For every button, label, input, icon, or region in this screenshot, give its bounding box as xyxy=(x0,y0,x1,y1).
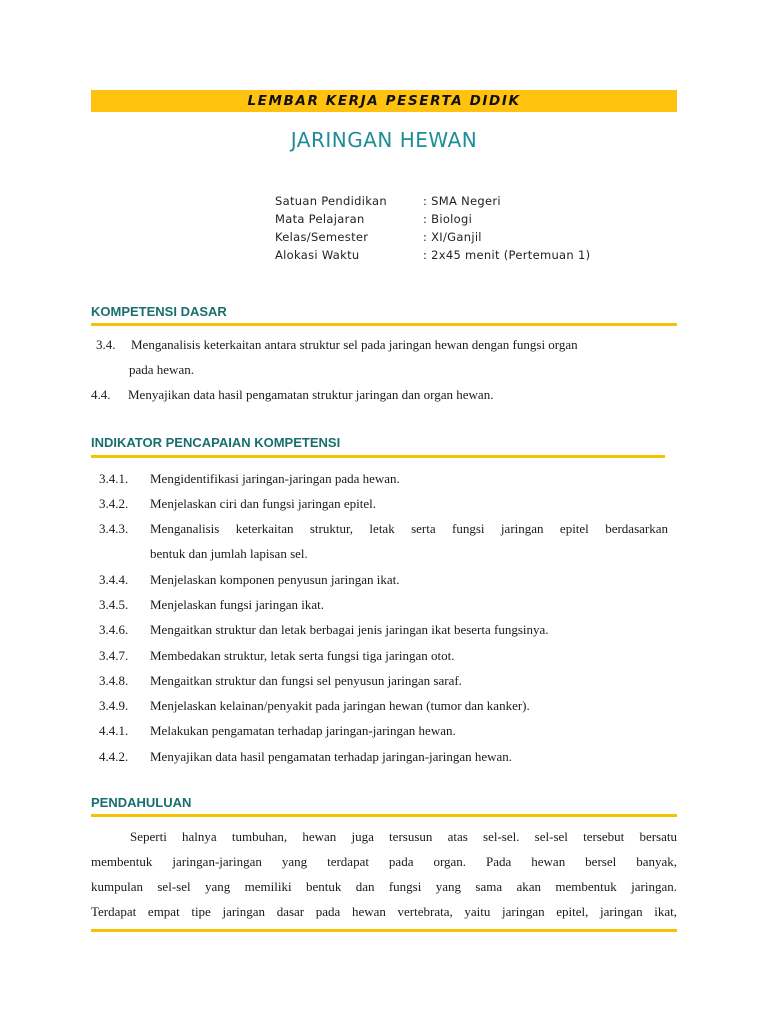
kd-number: 3.4. xyxy=(96,337,116,352)
section-divider xyxy=(91,455,665,458)
indicator-text: Menjelaskan kelainan/penyakit pada jaringan hewan (tumor dan kanker). xyxy=(150,698,530,713)
indicator-number: 4.4.1. xyxy=(99,723,129,738)
meta-label: Mata Pelajaran xyxy=(275,212,365,226)
meta-label: Kelas/Semester xyxy=(275,230,369,244)
indicator-text-continued: bentuk dan jumlah lapisan sel. xyxy=(150,546,308,561)
meta-label: Satuan Pendidikan xyxy=(275,194,387,208)
section-heading-indikator: INDIKATOR PENCAPAIAN KOMPETENSI xyxy=(91,435,341,450)
indicator-number: 3.4.4. xyxy=(99,572,129,587)
kd-text: Menyajikan data hasil pengamatan struktur jaringan dan organ hewan. xyxy=(128,387,494,402)
indicator-number: 3.4.7. xyxy=(99,648,129,663)
indicator-number: 3.4.3. xyxy=(99,521,129,536)
indicator-number: 3.4.2. xyxy=(99,496,129,511)
meta-label: Alokasi Waktu xyxy=(275,248,360,262)
banner-text: LEMBAR KERJA PESERTA DIDIK xyxy=(247,93,521,109)
meta-value: : Biologi xyxy=(423,212,473,226)
indicator-text: Menjelaskan fungsi jaringan ikat. xyxy=(150,597,325,612)
indicator-text: Membedakan struktur, letak serta fungsi tiga jaringan otot. xyxy=(150,648,455,663)
meta-row xyxy=(275,210,590,228)
section-heading-pendahuluan: PENDAHULUAN xyxy=(91,795,192,810)
paragraph-line: kumpulan sel-sel yang memiliki bentuk dan fungsi yang sama akan membentuk jaringan. xyxy=(91,879,677,894)
meta-row xyxy=(275,192,590,210)
worksheet-banner xyxy=(91,90,677,112)
indicator-number: 3.4.1. xyxy=(99,471,129,486)
paragraph-line: membentuk jaringan-jaringan yang terdapat pada organ. Pada hewan bersel banyak, xyxy=(91,854,677,869)
kd-text: Menganalisis keterkaitan antara struktur sel pada jaringan hewan dengan fungsi organ xyxy=(131,337,578,352)
meta-value: : SMA Negeri xyxy=(423,194,501,208)
meta-value: : 2x45 menit (Pertemuan 1) xyxy=(423,248,591,262)
indicator-text: Mengaitkan struktur dan letak berbagai jenis jaringan ikat beserta fungsinya. xyxy=(150,622,549,637)
indicator-text: Menyajikan data hasil pengamatan terhadap jaringan-jaringan hewan. xyxy=(150,749,513,764)
indicator-number: 3.4.8. xyxy=(99,673,129,688)
indicator-text: Menganalisis keterkaitan struktur, letak serta fungsi jaringan epitel berdasarkan xyxy=(150,521,668,536)
indicator-number: 3.4.9. xyxy=(99,698,129,713)
meta-value: : XI/Ganjil xyxy=(423,230,482,244)
section-heading-kompetensi-dasar: KOMPETENSI DASAR xyxy=(91,304,227,319)
indicator-text: Melakukan pengamatan terhadap jaringan-jaringan hewan. xyxy=(150,723,456,738)
indicator-text: Menjelaskan komponen penyusun jaringan ikat. xyxy=(150,572,400,587)
meta-row xyxy=(275,246,590,264)
paragraph-line: Terdapat empat tipe jaringan dasar pada hewan vertebrata, yaitu jaringan epitel, jaringan ikat, xyxy=(91,904,677,919)
indicator-number: 3.4.6. xyxy=(99,622,129,637)
indicator-number: 3.4.5. xyxy=(99,597,129,612)
meta-row xyxy=(275,228,590,246)
indicator-text: Mengaitkan struktur dan fungsi sel penyusun jaringan saraf. xyxy=(150,673,462,688)
kd-number: 4.4. xyxy=(91,387,111,402)
page-bottom-divider xyxy=(91,929,677,932)
indicator-text: Menjelaskan ciri dan fungsi jaringan epitel. xyxy=(150,496,376,511)
section-divider xyxy=(91,814,677,817)
page-title: JARINGAN HEWAN xyxy=(290,128,478,152)
section-divider xyxy=(91,323,677,326)
meta-table xyxy=(275,192,590,264)
paragraph-line: Seperti halnya tumbuhan, hewan juga tersusun atas sel-sel. sel-sel tersebut bersatu xyxy=(130,829,677,844)
indicator-text: Mengidentifikasi jaringan-jaringan pada hewan. xyxy=(150,471,400,486)
kd-text-continued: pada hewan. xyxy=(129,362,194,377)
indicator-number: 4.4.2. xyxy=(99,749,129,764)
